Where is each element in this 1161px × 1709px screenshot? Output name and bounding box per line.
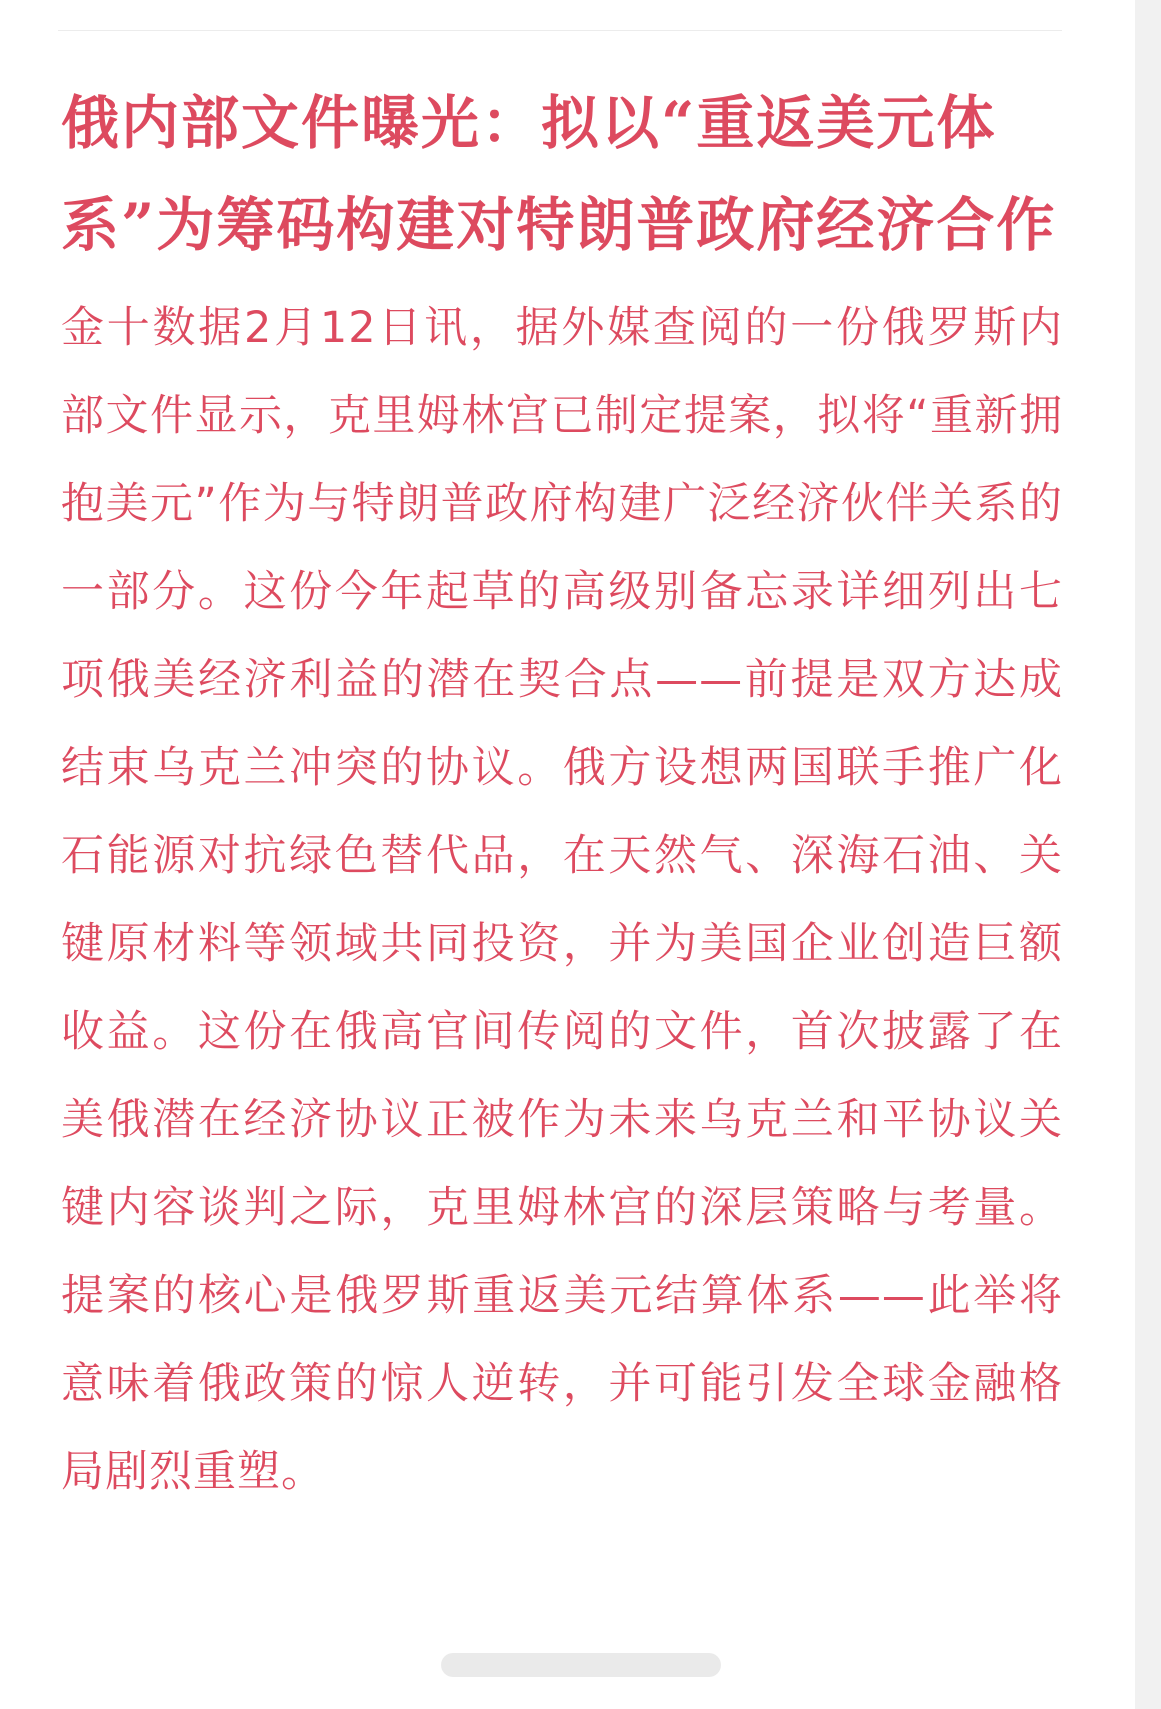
right-scroll-gutter bbox=[1135, 0, 1161, 1709]
top-divider bbox=[58, 30, 1062, 31]
article-body: 金十数据2月12日讯，据外媒查阅的一份俄罗斯内部文件显示，克里姆林宫已制定提案，拟将“重新拥抱美元”作为与特朗普政府构建广泛经济伙伴关系的一部分。这份今年起草的高级别备忘录详细列出七项俄美经济利益的潜在契合点——前提是双方达成结束乌克兰冲突的协议。俄方设想两国联手推广化石能源对抗绿色替代品，在天然气、深海石油、关键原材料等领域共同投资，并为美国企业创造巨额收益。这份在俄高官间传阅的文件，首次披露了在美俄潜在经济协议正被作为未来乌克兰和平协议关键内容谈判之际，克里姆林宫的深层策略与考量。提案的核心是俄罗斯重返美元结算体系——此举将意味着俄政策的惊人逆转，并可能引发全球金融格局剧烈重塑。 bbox=[61, 303, 1063, 1497]
faint-watermark bbox=[441, 1645, 721, 1685]
article-content bbox=[61, 72, 1063, 1516]
article-title: 俄内部文件曝光：拟以“重返美元体系”为筹码构建对特朗普政府经济合作 bbox=[61, 89, 1057, 259]
